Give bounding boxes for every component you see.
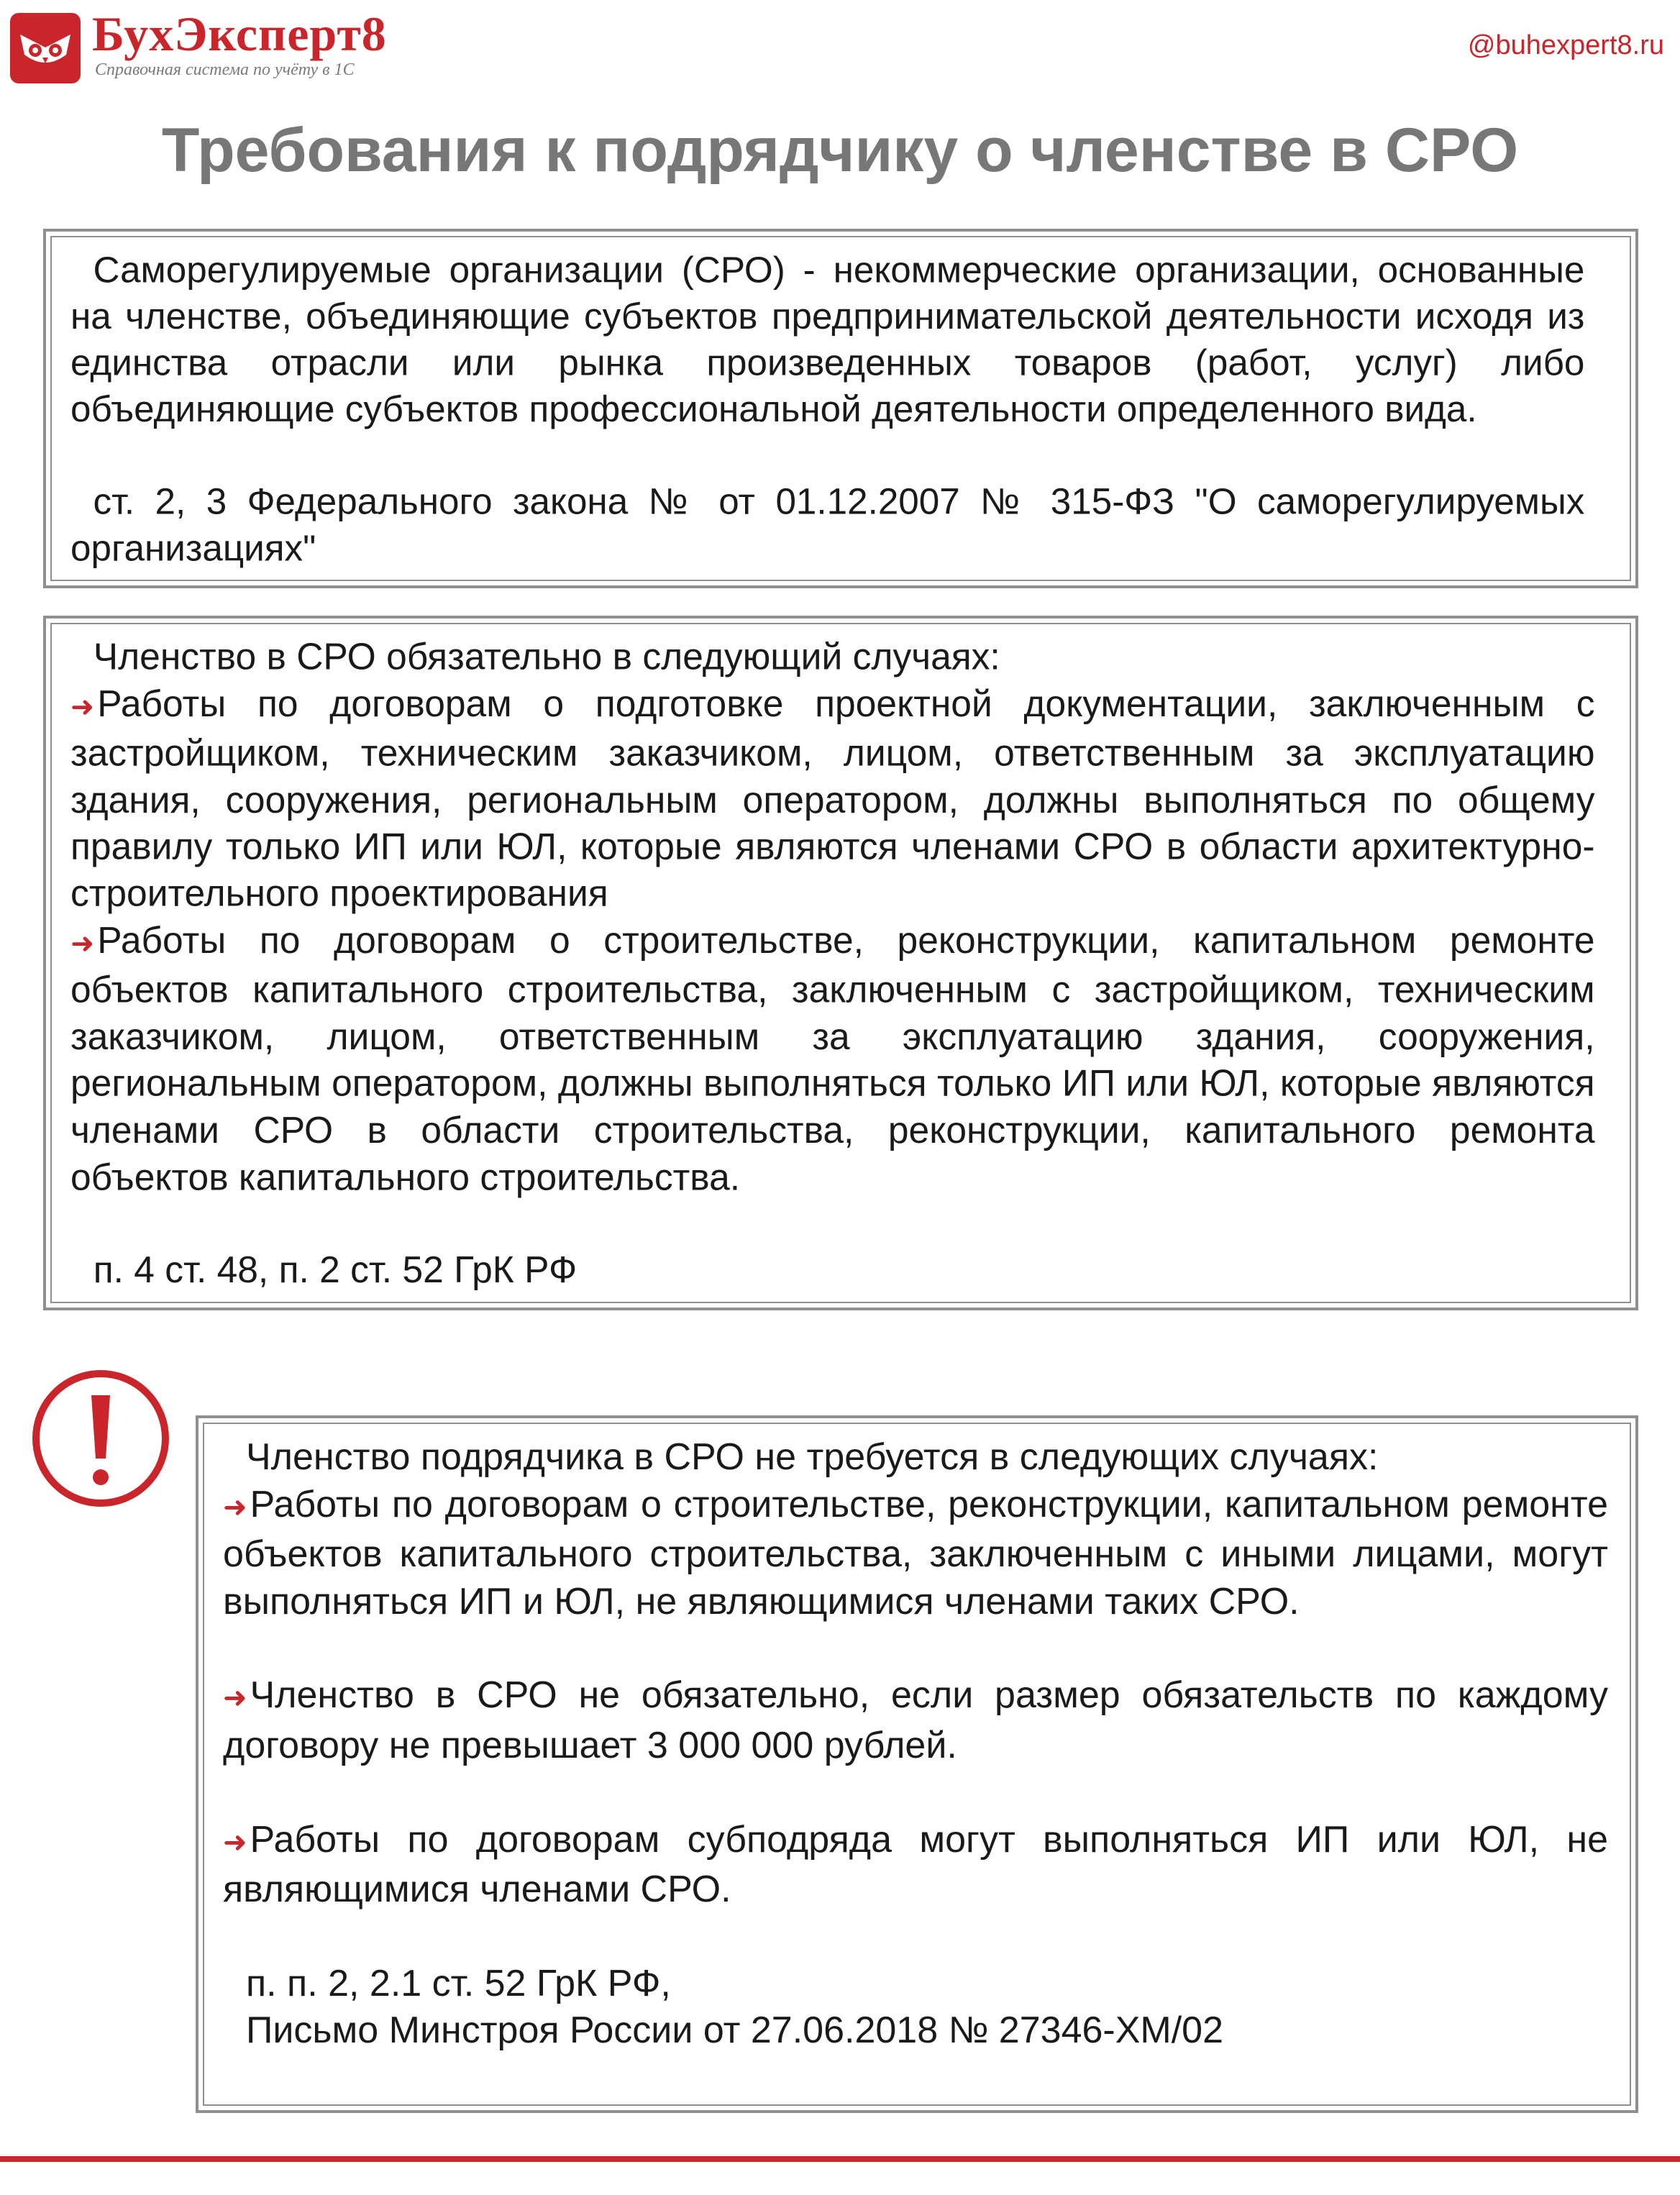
arrow-bullet-icon: ➜ bbox=[70, 928, 95, 959]
brand-tagline: Справочная система по учёту в 1С bbox=[95, 60, 355, 79]
definition-box bbox=[43, 229, 1638, 588]
list-item bbox=[223, 1817, 1608, 1914]
list-item-text: Членство в СРО не обязательно, если размер обязательств по каждому договору не превышает 3 000 000 рублей. bbox=[223, 1674, 1608, 1766]
list-item bbox=[223, 1672, 1608, 1769]
spacer bbox=[223, 1770, 1608, 1817]
list-item-text: Работы по договорам субподряда могут выполняться ИП или ЮЛ, не являющимися членами СРО. bbox=[223, 1818, 1608, 1911]
list-item-text: Работы по договорам о строительстве, реконструкции, капитальном ремонте объектов капитального строительства, заключенным с застройщиком, техническим заказчиком, лицом, ответственным за эксплуатацию здания, сооружения, региональным оператором, должны выполняться только ИП или ЮЛ, которые являются членами СРО в области строительства, реконструкции, капитального ремонта объектов капитального строительства. bbox=[70, 920, 1595, 1198]
arrow-bullet-icon: ➜ bbox=[223, 1491, 247, 1523]
site-handle: @buhexpert8.ru bbox=[1467, 30, 1664, 60]
arrow-bullet-icon: ➜ bbox=[70, 690, 95, 723]
arrow-bullet-icon: ➜ bbox=[223, 1682, 247, 1715]
list-item bbox=[70, 918, 1595, 1201]
mandatory-reference: п. 4 ст. 48, п. 2 ст. 52 ГрК РФ bbox=[93, 1249, 578, 1292]
arrow-bullet-icon: ➜ bbox=[223, 1826, 247, 1858]
spacer bbox=[70, 1201, 1595, 1247]
page-title: Требования к подрядчику о членстве в СРО bbox=[161, 116, 1519, 185]
mandatory-membership-box bbox=[43, 616, 1638, 1310]
exempt-membership-box bbox=[196, 1415, 1638, 2113]
list-item bbox=[70, 681, 1595, 918]
exempt-heading: Членство подрядчика в СРО не требуется в следующих случаях: bbox=[246, 1436, 1379, 1478]
exclamation-icon bbox=[29, 1366, 173, 1510]
definition-reference: ст. 2, 3 Федерального закона № от 01.12.2007 № 315-ФЗ "О саморегулируемых организациях" bbox=[70, 481, 1585, 570]
list-item-text: Работы по договорам о подготовке проектной документации, заключенным с застройщиком, техническим заказчиком, лицом, ответственным за эксплуатацию здания, сооружения, региональным оператором, должны выполняться по общему правилу только ИП или ЮЛ, которые являются членами СРО в области архитектурно-строительного проектирования bbox=[70, 683, 1595, 915]
mandatory-content bbox=[70, 634, 1595, 1295]
list-item bbox=[223, 1482, 1608, 1626]
definition-content bbox=[70, 247, 1584, 572]
footer-divider bbox=[0, 2156, 1680, 2162]
spacer bbox=[223, 1625, 1608, 1672]
brand-name: БухЭксперт8 bbox=[92, 6, 387, 61]
exempt-reference-2: Письмо Минстроя России от 27.06.2018 № 27346-ХМ/02 bbox=[246, 2009, 1224, 2052]
definition-text: Саморегулируемые организации (СРО) - некоммерческие организации, основанные на членстве, объединяющие субъектов предпринимательской деятельности исходя из единства отрасли или рынка произведенных товаров (работ, услуг) либо объединяющие субъектов профессиональной деятельности определенного вида. bbox=[70, 249, 1585, 430]
spacer bbox=[70, 433, 1584, 479]
exempt-reference-1: п. п. 2, 2.1 ст. 52 ГрК РФ, bbox=[246, 1962, 671, 2004]
exempt-content bbox=[223, 1434, 1608, 2055]
list-item-text: Работы по договорам о строительстве, реконструкции, капитальном ремонте объектов капитального строительства, заключенным с иными лицами, могут выполняться ИП и ЮЛ, не являющимися членами таких СРО. bbox=[223, 1483, 1608, 1623]
owl-logo-icon bbox=[16, 19, 75, 78]
brand-logo bbox=[10, 13, 81, 83]
mandatory-heading: Членство в СРО обязательно в следующий случаях: bbox=[93, 636, 1000, 678]
spacer bbox=[223, 1914, 1608, 1961]
